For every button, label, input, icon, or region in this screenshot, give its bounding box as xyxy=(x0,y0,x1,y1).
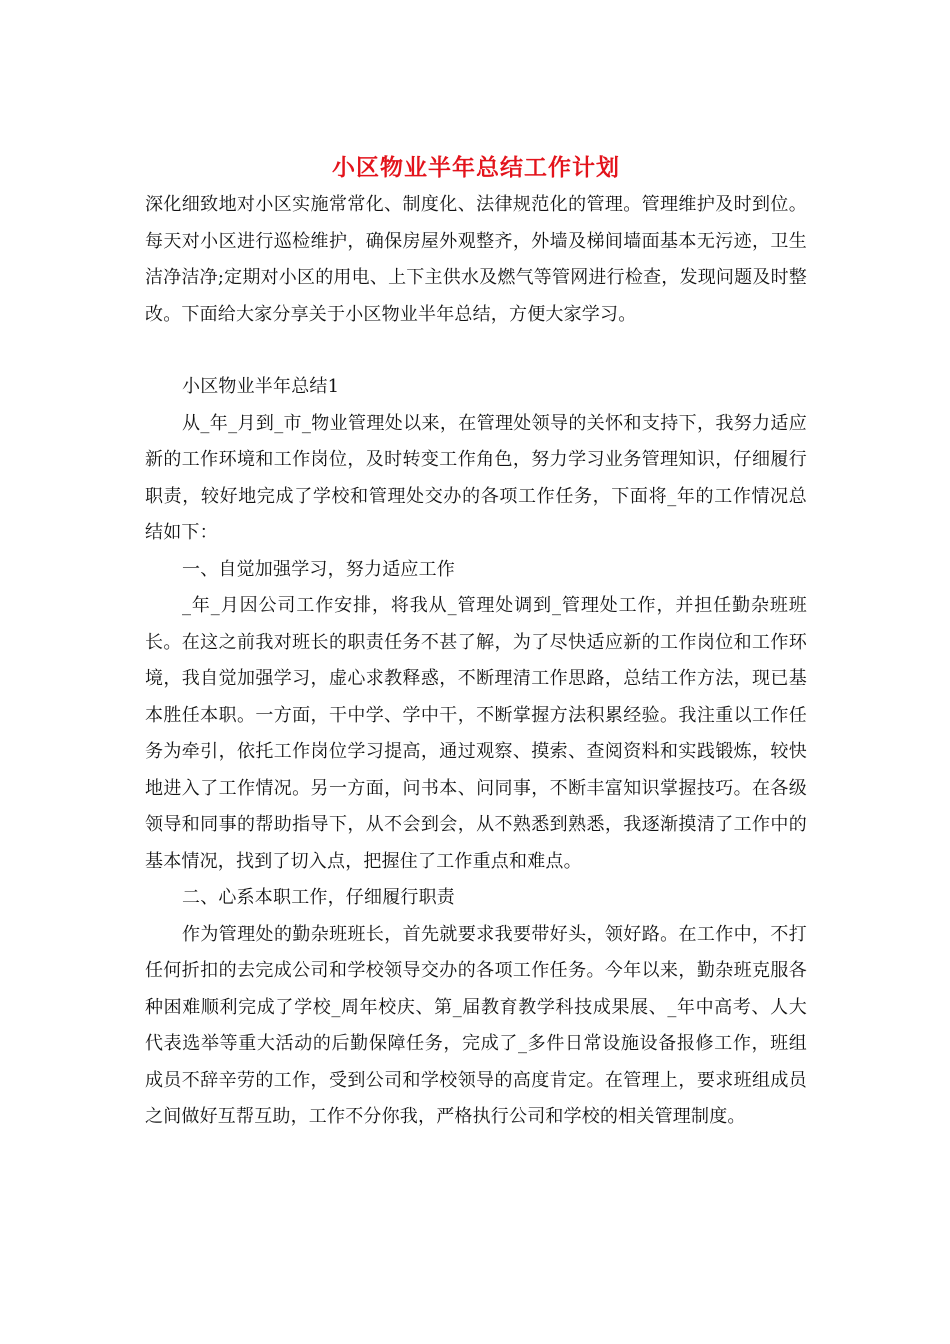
document-title: 小区物业半年总结工作计划 xyxy=(332,154,620,181)
heading-two: 二、心系本职工作，仔细履行职责 xyxy=(182,887,455,908)
document-page xyxy=(145,150,807,1136)
body-paragraph-1: 从_年_月到_市_物业管理处以来，在管理处领导的关怀和支持下，我努力适应新的工作环境和工作岗位，及时转变工作角色，努力学习业务管理知识，仔细履行职责，较好地完成了学校和管理处交办的各项工作任务，下面将_年的工作情况总结如下： xyxy=(145,412,807,543)
body-paragraph-2: _年_月因公司工作安排，将我从_管理处调到_管理处工作，并担任勤杂班班长。在这之前我对班长的职责任务不甚了解，为了尽快适应新的工作岗位和工作环境，我自觉加强学习，虚心求教释惑，不断理清工作思路，总结工作方法，现已基本胜任本职。一方面，干中学、学中干，不断掌握方法积累经验。我注重以工作任务为牵引，依托工作岗位学习提高，通过观察、摸索、查阅资料和实践锻炼，较快地进入了工作情况。另一方面，问书本、问同事，不断丰富知识掌握技巧。在各级领导和同事的帮助指导下，从不会到会，从不熟悉到熟悉，我逐渐摸清了工作中的基本情况，找到了切入点，把握住了工作重点和难点。 xyxy=(145,595,807,872)
body-paragraph-3: 作为管理处的勤杂班班长，首先就要求我要带好头，领好路。在工作中，不打任何折扣的去完成公司和学校领导交办的各项工作任务。今年以来，勤杂班克服各种困难顺利完成了学校_周年校庆、第_届教育教学科技成果展、_年中高考、人大代表选举等重大活动的后勤保障任务，完成了_多件日常设施设备报修工作，班组成员不辞辛劳的工作，受到公司和学校领导的高度肯定。在管理上，要求班组成员之间做好互帮互助，工作不分你我，严格执行公司和学校的相关管理制度。 xyxy=(145,923,807,1127)
section-title: 小区物业半年总结1 xyxy=(182,376,340,397)
blank-line xyxy=(145,333,807,369)
heading-one: 一、自觉加强学习，努力适应工作 xyxy=(182,558,455,580)
intro-paragraph: 深化细致地对小区实施常常化、制度化、法律规范化的管理。管理维护及时到位。每天对小区进行巡检维护，确保房屋外观整齐，外墙及梯间墙面基本无污迹，卫生洁净洁净;定期对小区的用电、上下主供水及燃气等管网进行检查，发现问题及时整改。下面给大家分享关于小区物业半年总结，方便大家学习。 xyxy=(145,194,807,325)
